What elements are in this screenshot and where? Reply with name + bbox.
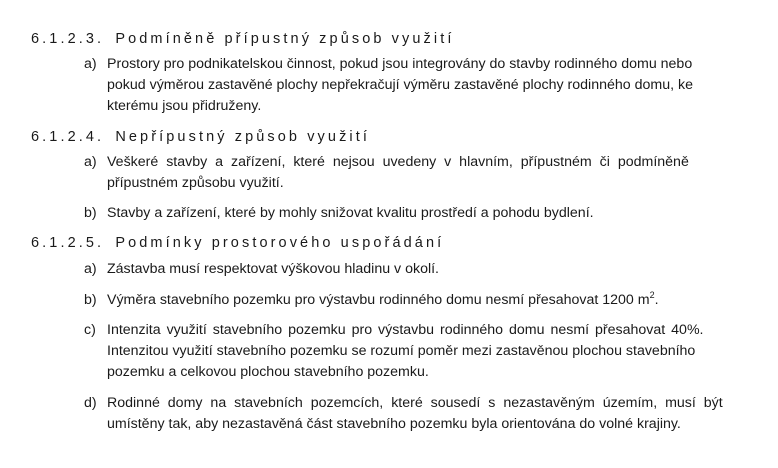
list-marker: b) (84, 205, 97, 221)
text-line: umístěny tak, aby nezastavěná část stavebního pozemku byla orientována do volné krajiny. (107, 416, 681, 432)
list-item-text (107, 393, 745, 435)
list-marker: c) (84, 322, 96, 338)
section-number: 6.1.2.5. (31, 235, 105, 251)
list-item-6-1-2-4-a (84, 152, 744, 194)
section-number: 6.1.2.3. (31, 31, 105, 47)
list-item-text (107, 152, 745, 194)
section-title: Nepřípustný způsob využití (115, 129, 370, 145)
text-line: kterému jsou přidruženy. (107, 98, 262, 114)
text-line: přípustném způsobu využití. (107, 175, 284, 191)
list-marker: a) (84, 56, 97, 72)
list-item-text (107, 320, 745, 383)
list-item-6-1-2-5-d (84, 393, 744, 435)
text-line: Veškeré stavby a zařízení, které nejsou uvedeny v hlavním, přípustném či podmíněně (107, 154, 689, 170)
list-item-6-1-2-5-b (84, 290, 744, 311)
text-line: Prostory pro podnikatelskou činnost, pokud jsou integrovány do stavby rodinného domu nebo (107, 56, 693, 72)
section-title: Podmínky prostorového uspořádání (115, 235, 445, 251)
section-title: Podmíněně přípustný způsob využití (115, 31, 455, 47)
text-run: Výměra stavebního pozemku pro výstavbu rodinného domu nesmí přesahovat 1200 m (107, 292, 650, 308)
text-line: Intenzita využití stavebního pozemku pro výstavbu rodinného domu nesmí přesahovat 40%. (107, 322, 704, 338)
section-heading-6-1-2-5 (31, 234, 444, 252)
list-item-6-1-2-3-a (84, 54, 744, 117)
text-line (107, 290, 745, 311)
list-item-text (107, 290, 745, 311)
text-line: Stavby a zařízení, které by mohly snižovat kvalitu prostředí a pohodu bydlení. (107, 205, 594, 221)
list-item-text (107, 54, 745, 117)
list-marker: d) (84, 395, 97, 411)
text-line: pokud výměrou zastavěné plochy nepřekračují výměru zastavěné plochy rodinného domu, ke (107, 77, 693, 93)
superscript: 2 (649, 290, 655, 300)
list-item-6-1-2-5-a (84, 259, 744, 280)
text-line: pozemku a celkovou plochou stavebního pozemku. (107, 364, 429, 380)
list-marker: a) (84, 154, 97, 170)
text-run: . (654, 292, 659, 308)
text-line: Zástavba musí respektovat výškovou hladinu v okolí. (107, 261, 439, 277)
section-number: 6.1.2.4. (31, 129, 105, 145)
text-line: Intenzitou využití stavebního pozemku se rozumí poměr mezi zastavěnou plochou stavebního (107, 343, 696, 359)
section-heading-6-1-2-3 (31, 30, 454, 48)
list-item-text (107, 203, 745, 224)
list-item-6-1-2-4-b (84, 203, 744, 224)
list-item-text (107, 259, 745, 280)
list-item-6-1-2-5-c (84, 320, 744, 383)
list-marker: a) (84, 261, 97, 277)
section-heading-6-1-2-4 (31, 128, 370, 146)
text-line: Rodinné domy na stavebních pozemcích, které sousedí s nezastavěným územím, musí být (107, 395, 723, 411)
list-marker: b) (84, 292, 97, 308)
